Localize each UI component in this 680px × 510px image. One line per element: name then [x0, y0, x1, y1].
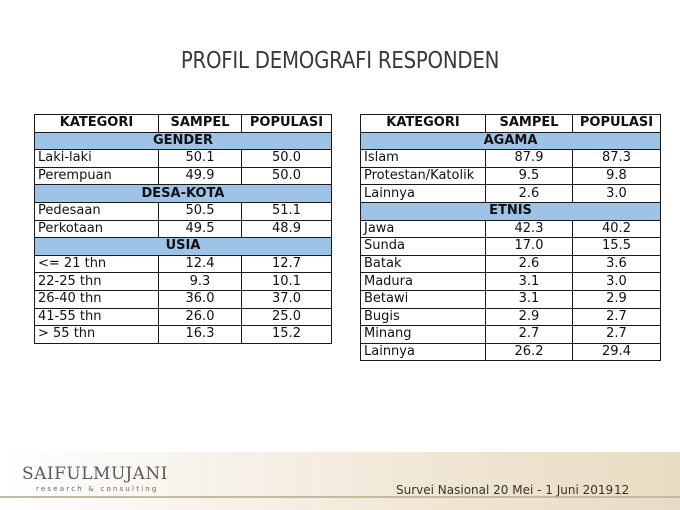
section-heading: ETNIS — [361, 202, 661, 220]
cell-sampel: 49.5 — [159, 220, 242, 238]
cell-populasi: 50.0 — [242, 167, 332, 185]
cell-kategori: Madura — [361, 273, 486, 291]
cell-populasi: 50.0 — [242, 150, 332, 168]
table-row — [35, 273, 332, 291]
table-row — [35, 290, 332, 308]
cell-kategori: Batak — [361, 255, 486, 273]
section-row — [35, 185, 332, 203]
table-row — [35, 220, 332, 238]
demographics-table-left — [34, 114, 332, 344]
table-row — [35, 202, 332, 220]
demographics-table-right — [360, 114, 661, 361]
cell-populasi: 2.7 — [573, 308, 661, 326]
cell-populasi: 2.9 — [573, 290, 661, 308]
table-row — [361, 290, 661, 308]
table-row — [361, 167, 661, 185]
cell-sampel: 9.3 — [159, 273, 242, 291]
cell-populasi: 15.2 — [242, 326, 332, 344]
section-heading: USIA — [35, 238, 332, 256]
cell-sampel: 87.9 — [486, 150, 573, 168]
table-row — [361, 326, 661, 344]
cell-populasi: 29.4 — [573, 343, 661, 361]
cell-sampel: 3.1 — [486, 273, 573, 291]
header-sampel: SAMPEL — [159, 115, 242, 133]
section-heading: AGAMA — [361, 132, 661, 150]
cell-sampel: 26.2 — [486, 343, 573, 361]
cell-sampel: 2.9 — [486, 308, 573, 326]
table-row — [35, 255, 332, 273]
table-row — [361, 255, 661, 273]
cell-kategori: Bugis — [361, 308, 486, 326]
cell-kategori: <= 21 thn — [35, 255, 159, 273]
cell-sampel: 17.0 — [486, 238, 573, 256]
survey-caption: Survei Nasional 20 Mei - 1 Juni 2019 — [396, 483, 614, 497]
table-row — [361, 150, 661, 168]
section-row — [361, 132, 661, 150]
table-row — [35, 167, 332, 185]
table-row — [361, 273, 661, 291]
cell-populasi: 15.5 — [573, 238, 661, 256]
cell-kategori: Perkotaan — [35, 220, 159, 238]
cell-sampel: 2.6 — [486, 185, 573, 203]
cell-populasi: 2.7 — [573, 326, 661, 344]
cell-sampel: 42.3 — [486, 220, 573, 238]
table-row — [361, 185, 661, 203]
cell-kategori: Jawa — [361, 220, 486, 238]
cell-sampel: 49.9 — [159, 167, 242, 185]
cell-populasi: 12.7 — [242, 255, 332, 273]
cell-populasi: 51.1 — [242, 202, 332, 220]
cell-kategori: Islam — [361, 150, 486, 168]
cell-sampel: 9.5 — [486, 167, 573, 185]
slide-title: PROFIL DEMOGRAFI RESPONDEN — [180, 48, 500, 74]
cell-kategori: > 55 thn — [35, 326, 159, 344]
cell-populasi: 48.9 — [242, 220, 332, 238]
table-row — [361, 220, 661, 238]
header-populasi: POPULASI — [242, 115, 332, 133]
header-sampel: SAMPEL — [486, 115, 573, 133]
cell-kategori: Laki-laki — [35, 150, 159, 168]
section-row — [361, 202, 661, 220]
cell-sampel: 2.7 — [486, 326, 573, 344]
cell-kategori: Lainnya — [361, 343, 486, 361]
header-populasi: POPULASI — [573, 115, 661, 133]
table-row — [361, 343, 661, 361]
cell-kategori: Betawi — [361, 290, 486, 308]
cell-kategori: Minang — [361, 326, 486, 344]
cell-populasi: 10.1 — [242, 273, 332, 291]
cell-sampel: 36.0 — [159, 290, 242, 308]
table-row — [361, 238, 661, 256]
table-row — [35, 308, 332, 326]
cell-populasi: 25.0 — [242, 308, 332, 326]
cell-populasi: 3.0 — [573, 185, 661, 203]
table-row — [35, 326, 332, 344]
cell-kategori: 41-55 thn — [35, 308, 159, 326]
cell-sampel: 3.1 — [486, 290, 573, 308]
cell-kategori: Perempuan — [35, 167, 159, 185]
page-number: 12 — [614, 483, 630, 497]
section-heading: DESA-KOTA — [35, 185, 332, 203]
cell-populasi: 9.8 — [573, 167, 661, 185]
cell-sampel: 2.6 — [486, 255, 573, 273]
section-row — [35, 132, 332, 150]
cell-kategori: 22-25 thn — [35, 273, 159, 291]
table-row — [35, 150, 332, 168]
cell-kategori: 26-40 thn — [35, 290, 159, 308]
cell-sampel: 12.4 — [159, 255, 242, 273]
cell-kategori: Lainnya — [361, 185, 486, 203]
cell-kategori: Protestan/Katolik — [361, 167, 486, 185]
table-header-row — [35, 115, 332, 133]
cell-sampel: 26.0 — [159, 308, 242, 326]
cell-populasi: 87.3 — [573, 150, 661, 168]
cell-populasi: 40.2 — [573, 220, 661, 238]
cell-populasi: 37.0 — [242, 290, 332, 308]
table-header-row — [361, 115, 661, 133]
header-kategori: KATEGORI — [361, 115, 486, 133]
company-logo-tagline: research & consulting — [36, 485, 159, 493]
cell-sampel: 16.3 — [159, 326, 242, 344]
table-row — [361, 308, 661, 326]
header-kategori: KATEGORI — [35, 115, 159, 133]
section-row — [35, 238, 332, 256]
cell-kategori: Pedesaan — [35, 202, 159, 220]
cell-sampel: 50.1 — [159, 150, 242, 168]
cell-populasi: 3.0 — [573, 273, 661, 291]
company-logo: SAIFULMUJANI — [22, 464, 169, 484]
cell-populasi: 3.6 — [573, 255, 661, 273]
section-heading: GENDER — [35, 132, 332, 150]
cell-sampel: 50.5 — [159, 202, 242, 220]
cell-kategori: Sunda — [361, 238, 486, 256]
